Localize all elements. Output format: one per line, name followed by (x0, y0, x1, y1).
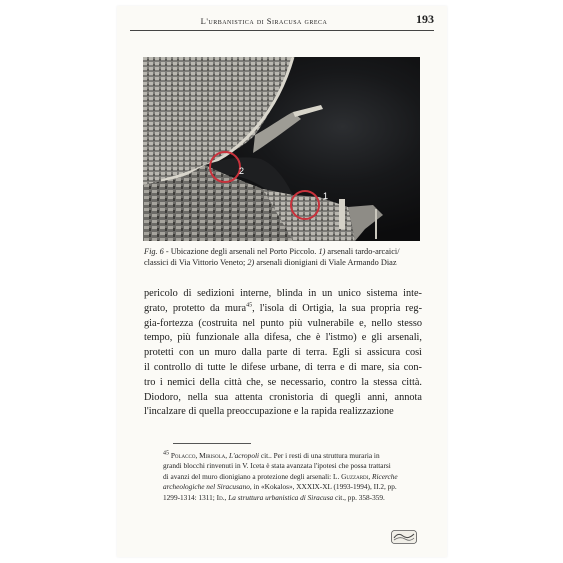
footnote-authors: Polacco, Mirisola, (169, 451, 229, 460)
body-line-text: grato, protetto da mura (144, 302, 247, 314)
footnote-title: La struttura urbanistica di Siracusa (228, 492, 334, 502)
footnote-text: 1299-1314: 1311; (163, 492, 217, 502)
footnote-text: di avanzi del muro dionigiano a protezione degli arsenali: (163, 471, 334, 481)
footnote-number: 45 (163, 450, 169, 457)
figure-caption (144, 246, 421, 268)
body-line: protetti con un muro dalla parte di terra. Egli si assicura così (144, 347, 422, 359)
body-line: l'incalzare di quella preoccupazione e la rapida realizzazione (144, 406, 394, 418)
body-paragraph (144, 287, 422, 420)
footnote (163, 451, 423, 503)
marker-2-label: 2 (239, 166, 245, 176)
footnote-author: Id. (216, 492, 225, 502)
footnote-line (163, 451, 423, 461)
footnote-text: cit., pp. 358-359. (333, 492, 385, 502)
caption-text-1: - Ubicazione degli arsenali nel Porto Piccolo. (163, 247, 319, 256)
running-header (130, 12, 434, 31)
footnote-title: archeologiche nel Siracusano (163, 482, 250, 492)
footnote-title: Ricerche (372, 471, 398, 481)
body-line-text: l'isola di Ortigia, la sua propria reg- (259, 302, 423, 314)
page-number: 193 (416, 12, 434, 26)
footnote-rule (173, 443, 251, 444)
footnote-line: grandi blocchi rinvenuti in V. Iceta è stata avanzata l'ipotesi che possa trattarsi (163, 461, 391, 471)
footnote-text: , in «Kokalos», XXXIX-XL (1993-1994), II.2, pp. (249, 482, 397, 492)
note-reference: 45 (246, 302, 253, 309)
marker-1-label: 1 (323, 191, 329, 201)
body-line: tro i nemici della città che, se necessario, contro la stessa città. (144, 376, 422, 388)
caption-label: Fig. 6 (144, 247, 164, 256)
footnote-text: , (224, 492, 229, 502)
footnote-line (163, 482, 423, 492)
body-line: gia-fortezza (costruita nel punto più vulnerabile e, nello stesso (144, 317, 422, 329)
running-title: L'urbanistica di Siracusa greca (200, 16, 328, 26)
footnote-text: cit.. Per i resti di una struttura muraria in (259, 451, 380, 460)
aerial-photo (143, 57, 420, 241)
aerial-photo-figure (143, 57, 420, 241)
body-line: pericolo di sedizioni interne, blinda in un unico sistema inte- (144, 288, 422, 299)
body-punct: , (252, 302, 255, 314)
body-line: il controllo di tutte le difese urbane, di terra e di mare, sia con- (144, 361, 422, 373)
body-line: Diodoro, nella sua attenta cronistoria di quegli anni, annota (144, 391, 422, 403)
body-line: tempo, più funzionale alla difesa, che è l'istmo) e gli arsenali, (144, 332, 422, 344)
footnote-title: L'acropoli (228, 451, 260, 460)
book-page (117, 6, 447, 557)
caption-item-2: 2) (247, 258, 255, 267)
footnote-line (163, 493, 423, 503)
caption-text-2: arsenali tardo-arcaici/ classici di Via Vittorio Veneto; (144, 247, 400, 267)
footnote-author: L. Guzzardi (333, 471, 369, 481)
footnote-text: , (368, 471, 372, 481)
body-line (144, 302, 422, 317)
caption-text-3: arsenali dionigiani di Viale Armando Diaz (254, 258, 397, 267)
footnote-line (163, 472, 423, 482)
publisher-logo-icon (391, 530, 417, 544)
caption-item-1: 1) (318, 247, 326, 256)
